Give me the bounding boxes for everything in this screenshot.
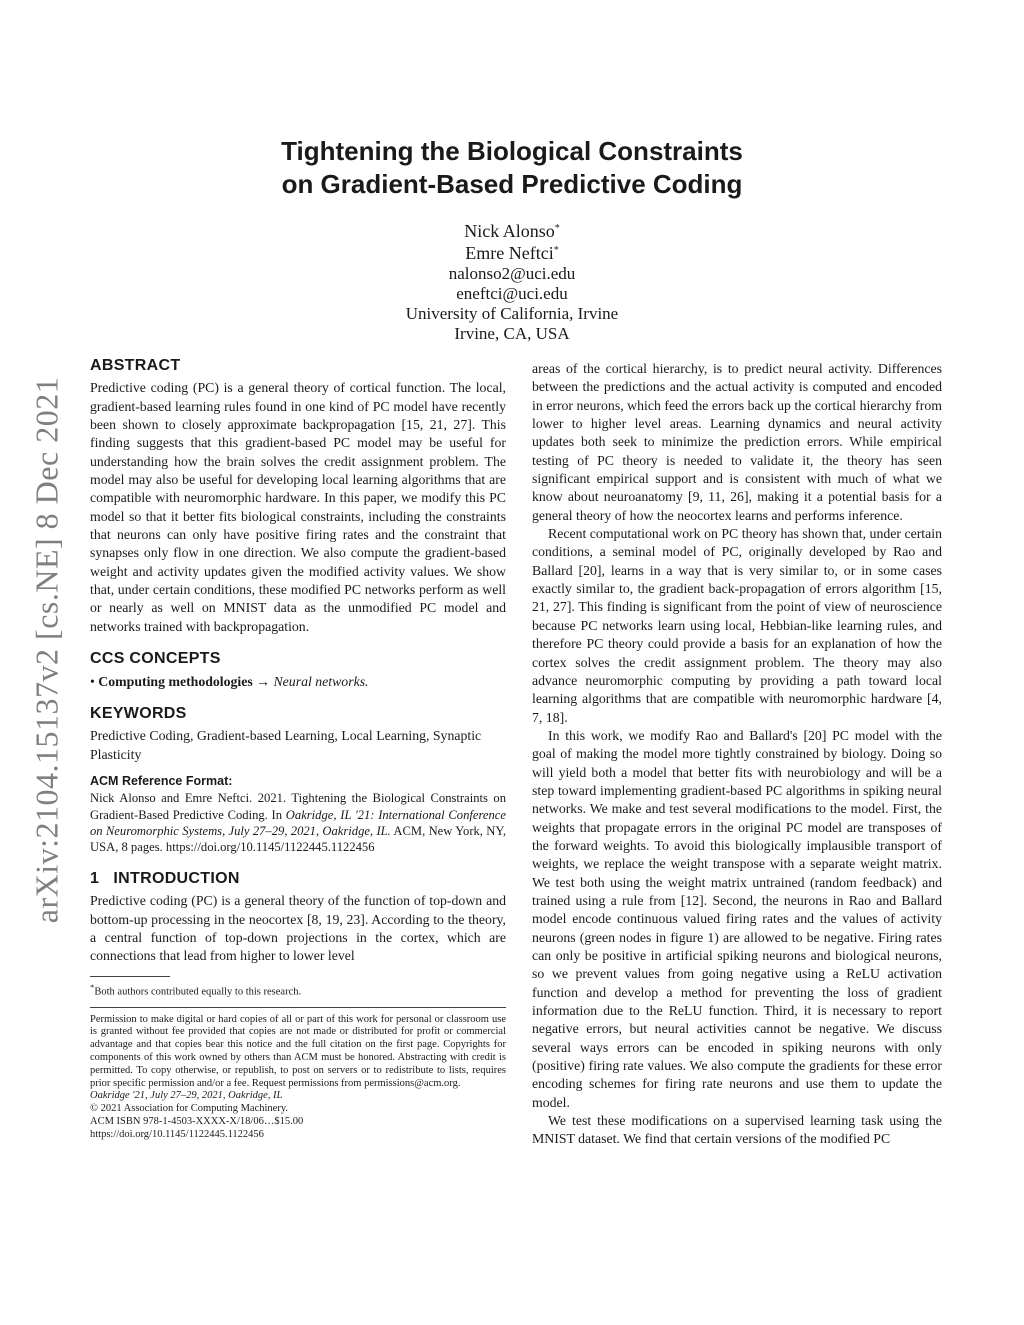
footnote-mark: * [90, 981, 95, 992]
author-1-email: nalonso2@uci.edu [448, 264, 576, 283]
author-block [0, 220, 1024, 344]
left-column [90, 357, 506, 1142]
permission-isbn: ACM ISBN 978-1-4503-XXXX-X/18/06…$15.00 [90, 1115, 304, 1127]
permission-rule [90, 1007, 506, 1008]
permission-block [90, 1014, 506, 1142]
acm-ref-part-2: ACM, New York, NY, USA, 8 pages. https://doi.org/10.1145/1122445.1122456 [90, 824, 506, 855]
author-1-name: Nick Alonso [464, 221, 555, 241]
author-1-mark: * [554, 223, 560, 234]
keywords-text: Predictive Coding, Gradient-based Learning, Local Learning, Synaptic Plasticity [90, 728, 482, 762]
ccs-arrow: → [256, 673, 271, 689]
permission-conf [90, 1090, 506, 1103]
right-column [532, 360, 942, 1149]
abstract-text: Predictive coding (PC) is a general theory of cortical function. The local, gradient-based learning rules found in one kind of PC model have recently been shown to closely approximate backpropagation [15, 21, 27]. This finding suggests that this gradient-based PC model may be useful for understanding how the brain solves the credit assignment problem. The model may also be useful for developing local learning algorithms that are compatible with neuromorphic hardware. In this paper, we modify this PC model so that it better fits biological constraints, including the constraints that neurons can only have positive firing rates and the constraint that synapses only flow in one direction. We also compute the gradient-based weight and activity updates given the modified activity values. We show that, under certain conditions, these modified PC networks perform as well or nearly as well on MNIST data as the unmodified PC model and networks trained with backpropagation. [90, 380, 506, 634]
acm-ref-heading: ACM Reference Format: [90, 773, 233, 788]
ccs-concepts [90, 673, 506, 691]
author-2 [0, 242, 1024, 264]
affiliation: University of California, Irvine [405, 304, 619, 323]
title-line-1: Tightening the Biological Constraints [281, 136, 743, 166]
footnote [90, 981, 506, 999]
arxiv-identifier [22, 360, 72, 940]
paper-title [0, 135, 1024, 201]
keywords-heading: KEYWORDS [90, 704, 187, 722]
acm-ref-part-1: Nick Alonso and Emre Neftci. 2021. Tightening the Biological Constraints on Gradient-Based Predictive Coding. In [90, 791, 506, 822]
permission-text: Permission to make digital or hard copies of all or part of this work for personal or classroom use is granted without fee provided that copies are not made or distributed for profit or commercial advantage and that copies bear this notice and the full citation on the first page. Copyrights for components of this work owned by others than ACM must be honored. Abstracting with credit is permitted. To copy otherwise, or republish, to post on servers or to redistribute to lists, requires prior specific permission and/or a fee. Request permissions from permissions@acm.org. [90, 1013, 506, 1089]
permission-doi: https://doi.org/10.1145/1122445.1122456 [90, 1128, 264, 1140]
author-1 [0, 220, 1024, 242]
intro-heading: 1 INTRODUCTION [90, 869, 240, 887]
acm-ref-text [90, 790, 506, 856]
permission-copyright: © 2021 Association for Computing Machinery. [90, 1103, 289, 1115]
intro-right-p1: areas of the cortical hierarchy, is to predict neural activity. Differences between the predictions and the actual activity is computed and encoded in error neurons, which feed the errors back up the cortical hierarchy from lower to higher level areas. Learning dynamics and neural activity updates both seek to minimize the prediction errors. While empirical testing of PC theory is needed to validate it, the theory has seen significant empirical support and is consistent with much of what we know about neuroanatomy [9, 11, 26], making it a potential basis for a general theory of how the neocortex learns and performs inference. [532, 361, 942, 523]
permission-conf-text: Oakridge '21, July 27–29, 2021, Oakridge, IL [90, 1090, 283, 1102]
intro-left-text: Predictive coding (PC) is a general theory of the function of top-down and bottom-up processing in the neocortex [8, 19, 23]. According to the theory, a central function of top-down projections in the cortex, which are connections that lead from higher to lower level [90, 893, 506, 964]
intro-right-p3: In this work, we modify Rao and Ballard's [20] PC model with the goal of making the model more tightly constrained by biology. Doing so will yield both a model that better fits with neurobiology and will be a step toward implementing gradient-based PC algorithms in spiking neural networks. We make and test several modifications to the model. First, the weights that propagate errors in the original PC model are transposes of the forward weights. To avoid this biologically implausible transport of weights, we replace the weight transpose with a separate weight matrix. We test both using the weight matrix untrained (random feedback) and trained using a rule from [12]. Second, the neurons in Rao and Ballard model encode continuous valued firing rates and the values of activity neurons (green nodes in figure 1) are allowed to be negative. Firing rates can only be positive in artificial spiking neurons and biological neurons, so we prevent values from going negative using a ReLU activation function and develop a method for preventing the loss of gradient information due to the ReLU function. Third, it is necessary to report negative errors, but neural activities cannot be negative. We discuss several ways errors can be encoded in spiking neurons with only (positive) firing rate values. We also compute the gradients for these error encoding schemes for firing rate neurons and use them to update the model. [532, 727, 942, 1110]
author-2-name: Emre Neftci [465, 243, 554, 263]
footnote-text: Both authors contributed equally to this research. [94, 986, 302, 998]
arxiv-id-text: arXiv:2104.15137v2 [cs.NE] 8 Dec 2021 [28, 376, 65, 924]
intro-right-p4: We test these modifications on a supervised learning task using the MNIST dataset. We find that certain versions of the modified PC [532, 1113, 942, 1147]
title-line-2: on Gradient-Based Predictive Coding [281, 169, 743, 199]
ccs-italic: Neural networks. [273, 673, 369, 689]
location: Irvine, CA, USA [454, 324, 570, 343]
ccs-heading: CCS CONCEPTS [90, 650, 221, 668]
ccs-bold: Computing methodologies [98, 673, 253, 689]
acm-ref-venue: Oakridge, IL '21: International Conference on Neuromorphic Systems, July 27–29, 2021, Oakridge, IL. [90, 807, 506, 839]
author-2-mark: * [553, 245, 559, 256]
footnote-rule [90, 976, 170, 977]
intro-right-p2: Recent computational work on PC theory has shown that, under certain conditions, a seminal model of PC, originally developed by Rao and Ballard [20], learns in a way that is very similar to, or in some cases exactly similar to, the gradient back-propagation of errors algorithm [15, 21, 27]. This finding is significant from the point of view of neuroscience because PC networks learn using local, Hebbian-like learning rules, and therefore PC theory could provide a basis for an explanation of how the cortex solves the credit assignment problem. The theory may also advance neuromorphic computing by providing a path toward local learning algorithms that are compatible with neuromorphic hardware [4, 7, 18]. [532, 526, 942, 725]
abstract-heading: ABSTRACT [90, 357, 181, 374]
ccs-bullet: • [90, 673, 95, 689]
author-2-email: eneftci@uci.edu [456, 284, 568, 303]
